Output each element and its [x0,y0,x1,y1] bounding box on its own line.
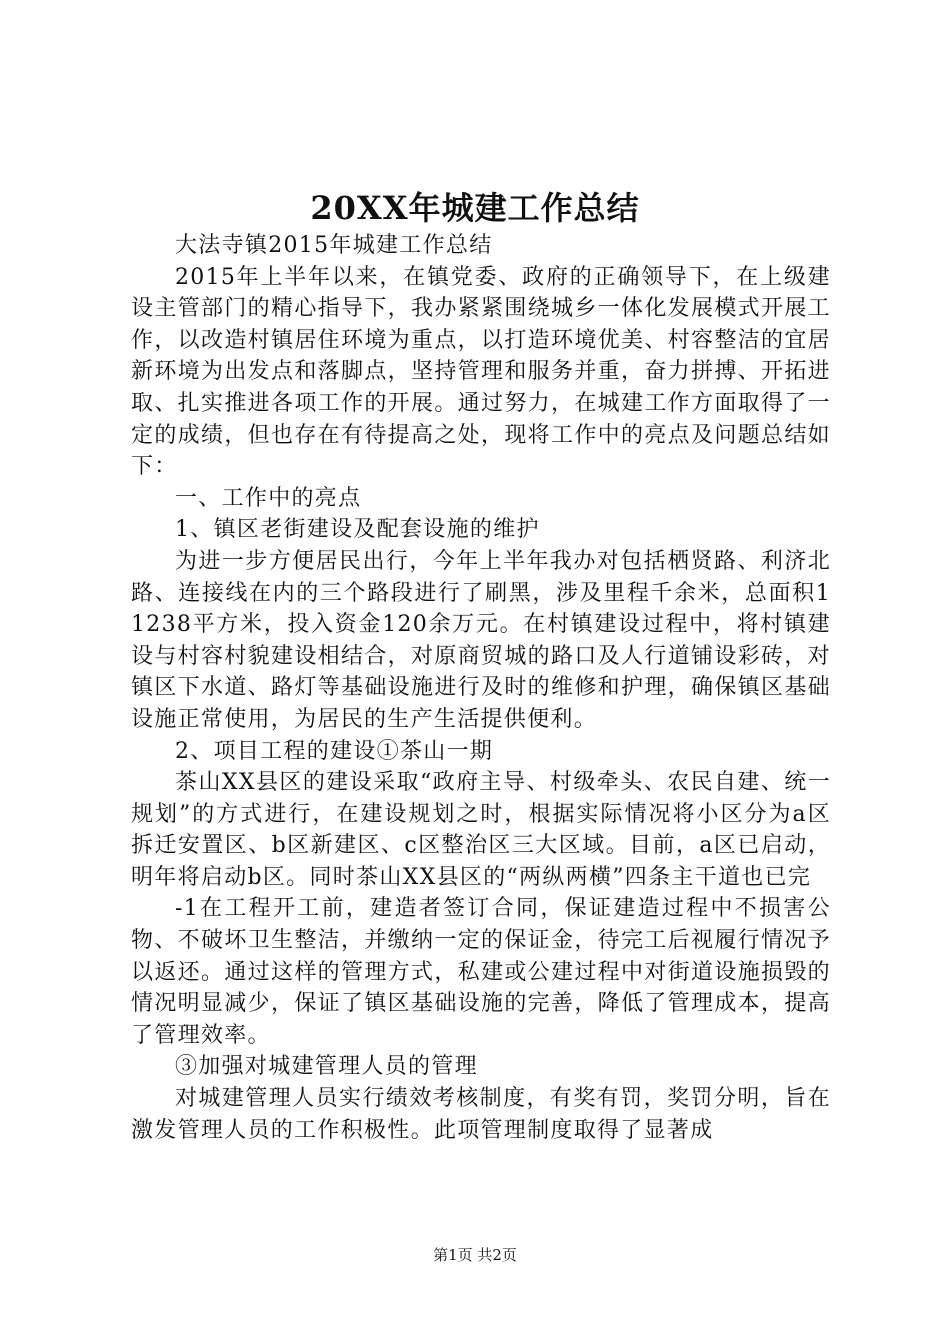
body-paragraph: 对城建管理人员实行绩效考核制度，有奖有罚，奖罚分明，旨在激发管理人员的工作积极性。此项管理制度取得了显著成 [131,1086,831,1143]
body-paragraph: 为进一步方便居民出行，今年上半年我办对包括栖贤路、利济北路、连接线在内的三个路段进行了刷黑，涉及里程千余米，总面积11238平方米，投入资金120余万元。在村镇建设过程中，将村镇建设与村容村貌建设相结合，对原商贸城的路口及人行道铺设彩砖，对镇区下水道、路灯等基础设施进行及时的维修和护理，确保镇区基础设施正常使用，为居民的生产生活提供便利。 [131,548,831,732]
subtitle-paragraph: 大法寺镇2015年城建工作总结 [175,233,493,258]
body-paragraph: -1在工程开工前，建造者签订合同，保证建造过程中不损害公物、不破坏卫生整洁，并缴纳一定的保证金，待完工后视履行情况予以返还。通过这样的管理方式，私建或公建过程中对街道设施损毁的情况明显减少，保证了镇区基础设施的完善，降低了管理成本，提高了管理效率。 [131,896,831,1048]
page-number-footer: 第1页 共2页 [433,1246,517,1264]
body-paragraph: 茶山XX县区的建设采取“政府主导、村级牵头、农民自建、统一规划”的方式进行，在建设规划之时，根据实际情况将小区分为a区拆迁安置区、b区新建区、c区整治区三大区域。目前，a区已启动，明年将启动b区。同时茶山XX县区的“两纵两横”四条主干道也已完 [131,770,831,890]
subsection-heading: ③加强对城建管理人员的管理 [175,1054,478,1080]
subsection-heading: 2、项目工程的建设①茶山一期 [175,738,494,764]
intro-paragraph: 2015年上半年以来，在镇党委、政府的正确领导下，在上级建设主管部门的精心指导下，我办紧紧围绕城乡一体化发展模式开展工作，以改造村镇居住环境为重点，以打造环境优美、村容整洁的宜居新环境为出发点和落脚点，坚持管理和服务并重，奋力拼搏、开拓进取、扎实推进各项工作的开展。通过努力，在城建工作方面取得了一定的成绩，但也存在有待提高之处，现将工作中的亮点及问题总结如下： [131,264,831,480]
document-title: 20XX年城建工作总结 [310,189,640,227]
document-body [131,230,831,1146]
section-heading: 一、工作中的亮点 [175,485,362,511]
subsection-heading: 1、镇区老街建设及配套设施的维护 [175,517,540,543]
